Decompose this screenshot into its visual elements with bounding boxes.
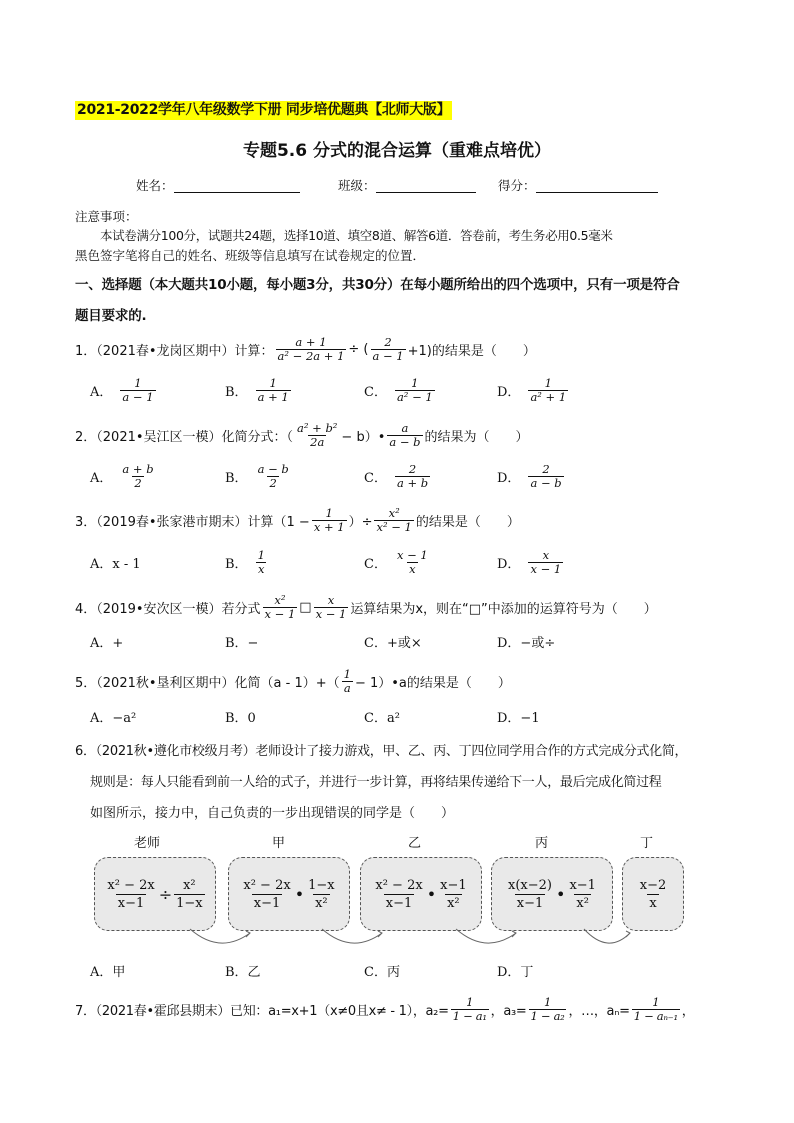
- q7-separator-1: ，a₃=: [490, 1003, 527, 1019]
- class-label: 班级：: [338, 178, 376, 193]
- question-2: [75, 418, 529, 452]
- q4-option-b[interactable]: B．−: [225, 636, 259, 651]
- q2-fraction-1: $\frac{\text{a² + b²}}{2a}$: [297, 420, 338, 449]
- q7-prefix: 7．（2021春•霍邱县期末）已知：a₁=x+1（x≠0且x≠ - 1），a₂=: [75, 1003, 449, 1019]
- q4-option-a[interactable]: A．+: [90, 636, 124, 651]
- q4-fraction-1: $\frac{\text{x²}}{x - 1}$: [264, 592, 296, 621]
- arrow-2: [322, 929, 382, 943]
- q2-tail: 的结果为（ ）: [424, 429, 529, 445]
- q7-fraction-2: $\frac{1}{\text{1 − a₂}}$: [530, 994, 565, 1023]
- q3-option-d[interactable]: D． $\frac{x}{x - 1}$: [497, 547, 562, 576]
- q2-option-b[interactable]: B． $\frac{a - b}{2}$: [225, 461, 289, 490]
- q5-prefix: 5．（2021秋•垦利区期中）化简（a - 1）+（: [75, 675, 340, 691]
- q6-option-d[interactable]: D．丁: [497, 965, 534, 980]
- q6-option-a[interactable]: A．甲: [90, 965, 126, 980]
- relay-arrows: [180, 925, 660, 955]
- q1-option-a[interactable]: A． $\frac{1}{a - 1}$: [90, 375, 154, 404]
- q7-fraction-1: $\frac{1}{\text{1 − a₁}}$: [452, 994, 487, 1023]
- relay-box-teacher: $\frac{\text{x² − 2x}}{x-1}$ ÷ $\frac{\text{x²}}{1-x}$: [94, 857, 216, 931]
- q3-fraction-2: $\frac{\text{x²}}{\text{x² − 1}}$: [376, 505, 412, 534]
- label-bing: 丙: [535, 836, 549, 851]
- q4-option-d[interactable]: D．−或÷: [497, 636, 556, 651]
- q5-tail: − 1）•a的结果是（ ）: [354, 675, 511, 691]
- q5-option-b[interactable]: B．0: [225, 711, 256, 726]
- label-yi: 乙: [408, 836, 422, 851]
- class-field[interactable]: [338, 176, 476, 194]
- section-heading-line-2: 题目要求的.: [75, 308, 147, 324]
- score-field[interactable]: [498, 176, 658, 194]
- q3-fraction-1: $\frac{1}{x + 1}$: [313, 505, 345, 534]
- relay-box-bing: $\frac{x(x-2)}{x-1}$ • $\frac{x-1}{\text{x²}}$: [491, 857, 613, 931]
- q2-option-c[interactable]: C． $\frac{2}{a + b}$: [364, 461, 429, 490]
- relay-box-yi: $\frac{\text{x² − 2x}}{x-1}$ • $\frac{x-1}{\text{x²}}$: [360, 857, 482, 931]
- q5-fraction-1: $\frac{1}{a}$: [343, 666, 351, 695]
- arrow-3: [456, 929, 516, 943]
- q1-fraction-1: $\frac{a + 1}{\text{a² − 2a + 1}}$: [277, 334, 345, 363]
- q5-option-d[interactable]: D．−1: [497, 711, 540, 726]
- q4-fraction-2: $\frac{x}{x - 1}$: [315, 592, 347, 621]
- q7-separator-2: ，…，aₙ=: [568, 1003, 630, 1019]
- q3-option-b[interactable]: B． $\frac{1}{x}$: [225, 547, 265, 576]
- q4-option-c[interactable]: C．+或×: [364, 636, 422, 651]
- score-label: 得分：: [498, 178, 536, 193]
- q2-prefix: 2．（2021•吴江区一模）化简分式：（: [75, 429, 294, 445]
- question-5: [75, 663, 511, 699]
- q4-tail: 运算结果为x，则在“□”中添加的运算符号为（ ）: [350, 601, 657, 617]
- q3-middle: ）÷: [348, 514, 373, 530]
- question-7: [75, 989, 694, 1029]
- page-title: 专题5.6 分式的混合运算（重难点培优）: [242, 141, 552, 161]
- q1-tail: +1)的结果是（ ）: [407, 343, 536, 359]
- series-banner: 2021-2022学年八年级数学下册 同步培优题典【北师大版】: [77, 102, 451, 118]
- q7-fraction-3: $\frac{1}{\text{1 − aₙ₋₁}}$: [633, 994, 678, 1023]
- q1-option-d[interactable]: D． $\frac{1}{\text{a² + 1}}$: [497, 375, 567, 404]
- name-label: 姓名：: [136, 178, 174, 193]
- relay-box-ding: $\frac{x-2}{x}$: [622, 857, 684, 931]
- q4-box-symbol: □: [299, 599, 312, 615]
- q1-fraction-2: $\frac{2}{a - 1}$: [372, 334, 404, 363]
- notice-line-1: 本试卷满分100分，试题共24题，选择10道、填空8道、解答6道．答卷前，考生务必用0.5毫米: [100, 228, 613, 243]
- label-teacher: 老师: [134, 836, 161, 851]
- q6-line-1: 6．（2021秋•遵化市校级月考）老师设计了接力游戏，甲、乙、丙、丁四位同学用合作的方式完成分式化简，: [75, 744, 688, 759]
- q3-tail: 的结果是（ ）: [415, 514, 520, 530]
- arrow-4: [584, 929, 630, 943]
- q2-fraction-2: $\frac{a}{a - b}$: [389, 420, 421, 449]
- q2-option-a[interactable]: A． $\frac{a + b}{2}$: [90, 461, 154, 490]
- q6-line-2: 规则是：每人只能看到前一人给的式子，并进行一步计算，再将结果传递给下一人，最后完成化简过程: [90, 775, 662, 790]
- section-heading-line-1: 一、选择题（本大题共10小题，每小题3分，共30分）在每小题所给出的四个选项中，只有一项是符合: [75, 277, 680, 293]
- notice-line-2: 黑色签字笔将自己的姓名、班级等信息填写在试卷规定的位置．: [75, 248, 426, 263]
- q6-option-b[interactable]: B．乙: [225, 965, 261, 980]
- q2-option-d[interactable]: D． $\frac{2}{a - b}$: [497, 461, 562, 490]
- label-ding: 丁: [640, 836, 654, 851]
- name-field[interactable]: [136, 176, 300, 194]
- q4-prefix: 4．（2019•安次区一模）若分式: [75, 601, 261, 617]
- q1-operator: ÷ (: [348, 341, 369, 357]
- question-3: [75, 502, 520, 538]
- notice-heading: 注意事项：: [75, 209, 138, 224]
- q3-option-a[interactable]: A．x - 1: [90, 556, 141, 572]
- q6-option-c[interactable]: C．丙: [364, 965, 400, 980]
- q3-option-c[interactable]: C． $\frac{x - 1}{x}$: [364, 547, 428, 576]
- q1-option-c[interactable]: C． $\frac{1}{\text{a² − 1}}$: [364, 375, 433, 404]
- relay-box-jia: $\frac{\text{x² − 2x}}{x-1}$ • $\frac{1-x}{\text{x²}}$: [228, 857, 350, 931]
- q5-option-c[interactable]: C．a²: [364, 711, 400, 726]
- q1-option-b[interactable]: B． $\frac{1}{a + 1}$: [225, 375, 289, 404]
- arrow-1: [190, 929, 250, 943]
- label-jia: 甲: [272, 836, 286, 851]
- q5-option-a[interactable]: A．−a²: [90, 711, 137, 726]
- q3-prefix: 3．（2019春•张家港市期末）计算（1 −: [75, 514, 310, 530]
- q6-line-3: 如图所示，接力中，自己负责的一步出现错误的同学是（ ）: [90, 806, 455, 821]
- question-1: [75, 332, 536, 366]
- question-4: [75, 589, 657, 625]
- q1-prefix: 1．（2021春•龙岗区期中）计算：: [75, 343, 274, 359]
- q7-tail: ，: [681, 1003, 695, 1019]
- q2-middle: − b）•: [341, 429, 386, 445]
